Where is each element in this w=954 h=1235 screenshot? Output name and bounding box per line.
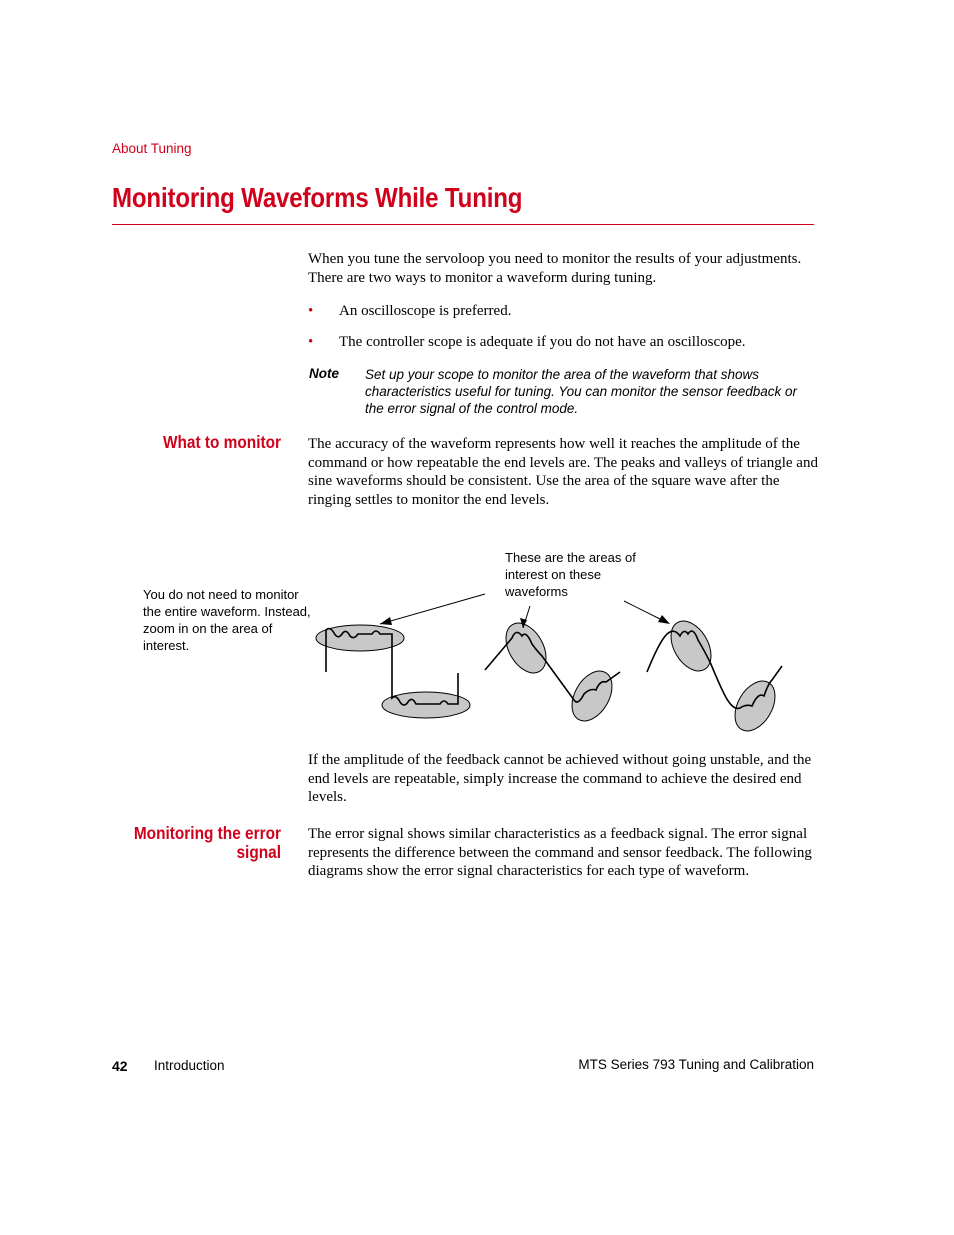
- triangle-wave: [485, 616, 620, 728]
- breadcrumb[interactable]: About Tuning: [112, 141, 192, 156]
- what-to-monitor-paragraph: The accuracy of the waveform represents how well it reaches the amplitude of the command or how repeatable the end levels are. The peaks and valleys of triangle and sine waveforms should be consistent. Use the area of the square wave after the ringing settles to monitor the end levels.: [308, 436, 818, 509]
- area-of-interest-ellipse: [663, 614, 719, 678]
- bullet-text: The controller scope is adequate if you do not have an oscilloscope.: [339, 334, 746, 350]
- note-text: Set up your scope to monitor the area of the waveform that shows characteristics useful for tuning. You can monitor the sensor feedback or the error signal of the control mode.: [365, 367, 797, 416]
- error-signal-paragraph: The error signal shows similar characteristics as a feedback signal. The error signal represents the difference between the command and sensor feedback. The following diagrams show the error signal characteristics for each type of waveform.: [308, 826, 812, 880]
- page-title: Monitoring Waveforms While Tuning: [112, 182, 523, 213]
- figure-left-note: You do not need to monitor the entire waveform. Instead, zoom in on the area of interest.: [143, 587, 311, 653]
- footer-section: Introduction: [154, 1058, 225, 1073]
- page-number: 42: [112, 1058, 128, 1074]
- list-item: [308, 334, 818, 351]
- list-item: [308, 303, 818, 320]
- section-heading-what-to-monitor: What to monitor: [162, 432, 281, 452]
- bullet-marker: •: [308, 334, 314, 350]
- area-of-interest-ellipse: [727, 674, 783, 738]
- footer-doc-title: MTS Series 793 Tuning and Calibration: [578, 1057, 814, 1072]
- intro-paragraph: When you tune the servoloop you need to monitor the results of your adjustments. There are two ways to monitor a waveform during tuning.: [308, 251, 802, 286]
- bullet-text: An oscilloscope is preferred.: [339, 303, 512, 319]
- sine-wave: [647, 614, 783, 738]
- after-figure-paragraph: If the amplitude of the feedback cannot be achieved without going unstable, and the end levels are repeatable, simply increase the command to achieve the desired end levels.: [308, 752, 812, 806]
- bullet-marker: •: [308, 303, 314, 319]
- figure-top-note: These are the areas of interest on these waveforms: [505, 550, 636, 599]
- area-of-interest-ellipse: [564, 664, 620, 728]
- note-label: Note: [309, 366, 339, 381]
- section-heading-error-signal: Monitoring the error signal: [133, 823, 281, 862]
- square-wave: [316, 625, 470, 718]
- title-divider: [112, 224, 814, 225]
- area-of-interest-ellipse: [498, 616, 554, 680]
